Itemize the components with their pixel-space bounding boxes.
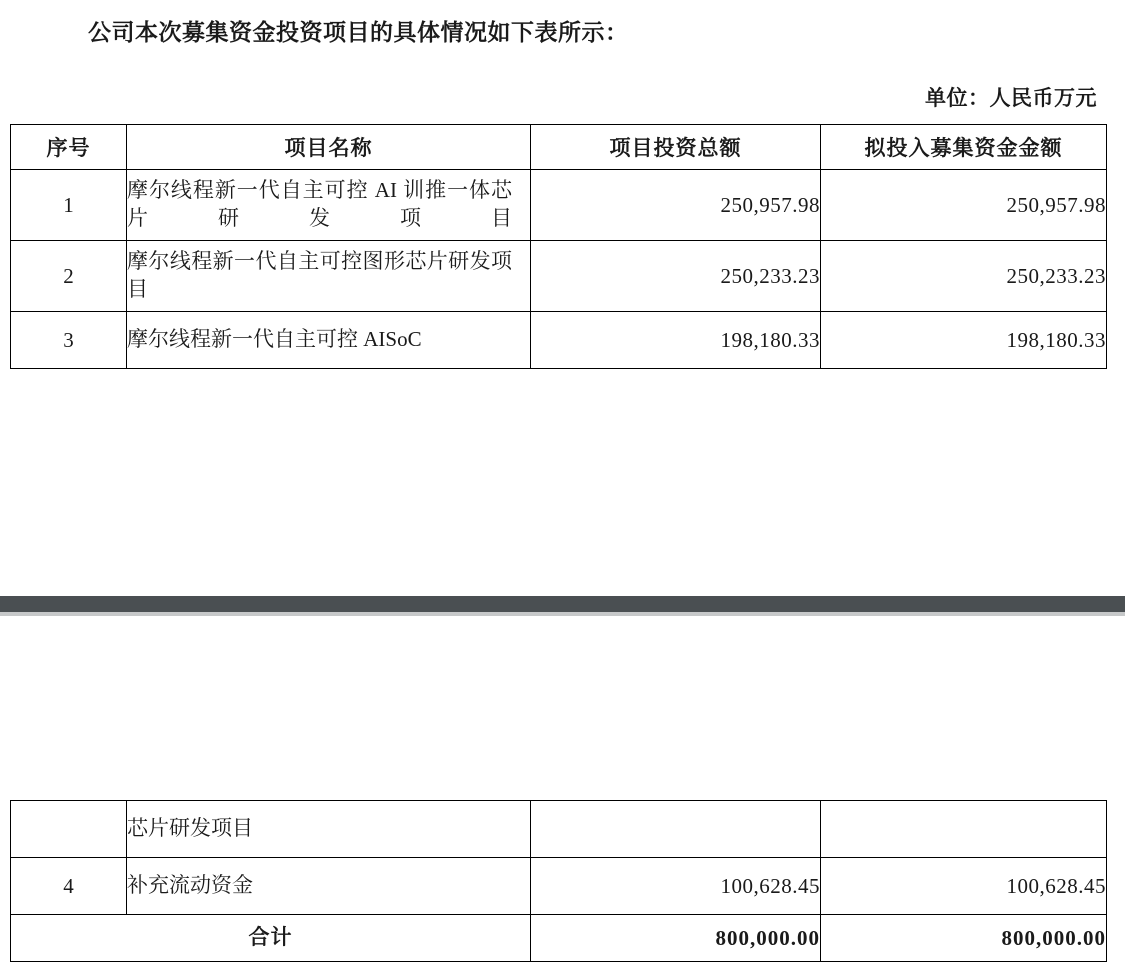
- column-header-project-name: 项目名称: [127, 125, 531, 170]
- cell-project-name: 摩尔线程新一代自主可控 AISoC: [127, 312, 531, 369]
- table-row: [11, 170, 1107, 241]
- page-separator-band: [0, 596, 1125, 612]
- column-header-raised-funds: 拟投入募集资金金额: [821, 125, 1107, 170]
- table-body: [11, 170, 1107, 369]
- column-header-no: 序号: [11, 125, 127, 170]
- cell-raised-funds: 100,628.45: [821, 858, 1107, 915]
- cell-raised-funds: 250,233.23: [821, 241, 1107, 312]
- cell-raised-funds: 250,957.98: [821, 170, 1107, 241]
- table-body: [11, 801, 1107, 962]
- cell-total-investment-sum: 800,000.00: [531, 915, 821, 962]
- cell-raised-funds: [821, 801, 1107, 858]
- cell-total-investment: 250,233.23: [531, 241, 821, 312]
- investment-projects-table-continued: [10, 800, 1107, 962]
- cell-raised-funds-sum: 800,000.00: [821, 915, 1107, 962]
- table-header-row: [11, 125, 1107, 170]
- table-total-row: [11, 915, 1107, 962]
- table-row: [11, 858, 1107, 915]
- cell-raised-funds: 198,180.33: [821, 312, 1107, 369]
- cell-project-name: 补充流动资金: [127, 858, 531, 915]
- cell-no: 4: [11, 858, 127, 915]
- table-row: [11, 241, 1107, 312]
- unit-note: 单位：人民币万元: [925, 86, 1097, 110]
- cell-no: 1: [11, 170, 127, 241]
- table-header: [11, 125, 1107, 170]
- cell-no: [11, 801, 127, 858]
- cell-total-investment: [531, 801, 821, 858]
- cell-total-investment: 250,957.98: [531, 170, 821, 241]
- cell-total-investment: 198,180.33: [531, 312, 821, 369]
- cell-project-name: 摩尔线程新一代自主可控图形芯片研发项目: [127, 241, 531, 312]
- cell-total-investment: 100,628.45: [531, 858, 821, 915]
- cell-total-label: 合计: [11, 915, 531, 962]
- table-row: [11, 801, 1107, 858]
- cell-project-name: 芯片研发项目: [127, 801, 531, 858]
- column-header-total-investment: 项目投资总额: [531, 125, 821, 170]
- cell-no: 2: [11, 241, 127, 312]
- intro-paragraph: 公司本次募集资金投资项目的具体情况如下表所示：: [88, 20, 629, 45]
- cell-no: 3: [11, 312, 127, 369]
- table-row: [11, 312, 1107, 369]
- cell-project-name: 摩尔线程新一代自主可控 AI 训推一体芯片研发项目: [127, 170, 531, 241]
- investment-projects-table: [10, 124, 1107, 369]
